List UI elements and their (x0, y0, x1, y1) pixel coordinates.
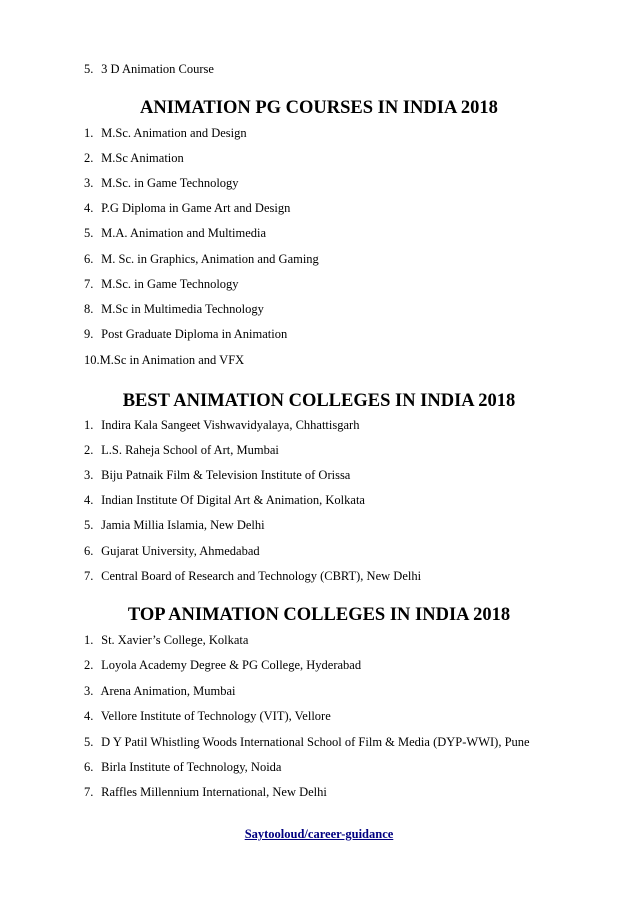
list-item (84, 735, 530, 749)
list-number: 1. (84, 126, 94, 140)
list-text: D Y Patil Whistling Woods International School of Film & Media (DYP-WWI), Pune (101, 735, 530, 749)
list-text: M.Sc in Multimedia Technology (101, 302, 264, 316)
list-number: 3. (84, 176, 94, 190)
list-item (84, 226, 266, 240)
list-item (84, 62, 214, 76)
list-text: Central Board of Research and Technology (CBRT), New Delhi (101, 569, 422, 583)
list-item (84, 658, 361, 672)
list-text: M.A. Animation and Multimedia (101, 226, 267, 240)
list-number: 9. (84, 327, 94, 341)
list-text: 3 D Animation Course (101, 62, 214, 76)
list-number: 1. (84, 633, 94, 647)
list-item (84, 302, 264, 316)
list-text: M.Sc Animation (101, 151, 184, 165)
list-text: Arena Animation, Mumbai (100, 684, 236, 698)
list-number: 7. (84, 569, 94, 583)
list-item (84, 327, 287, 341)
list-item (84, 468, 350, 482)
list-number: 7. (84, 785, 94, 799)
list-item (84, 176, 239, 190)
list-text: P.G Diploma in Game Art and Design (101, 201, 291, 215)
list-number: 2. (84, 658, 94, 672)
list-text: Gujarat University, Ahmedabad (101, 544, 260, 558)
list-text: Birla Institute of Technology, Noida (101, 760, 282, 774)
list-number: 3. (84, 468, 94, 482)
list-item (84, 493, 365, 507)
list-number: 5. (84, 735, 94, 749)
list-item (84, 418, 359, 432)
list-text: M.Sc. Animation and Design (101, 126, 247, 140)
list-number: 1. (84, 418, 94, 432)
list-item (84, 201, 290, 215)
list-text: Jamia Millia Islamia, New Delhi (101, 518, 265, 532)
list-number: 4. (84, 201, 94, 215)
list-text: M. Sc. in Graphics, Animation and Gaming (101, 252, 319, 266)
list-number: 8. (84, 302, 94, 316)
list-number: 5. (84, 226, 94, 240)
list-number: 4. (84, 709, 94, 723)
list-item (84, 544, 260, 558)
list-number: 6. (84, 252, 94, 266)
section-heading-best-colleges: BEST ANIMATION COLLEGES IN INDIA 2018 (122, 391, 516, 411)
list-text: Biju Patnaik Film & Television Institute of Orissa (101, 468, 351, 482)
list-number: 10. (84, 353, 100, 367)
list-item (84, 569, 421, 583)
list-number: 4. (84, 493, 94, 507)
list-item (84, 785, 327, 799)
list-text: Loyola Academy Degree & PG College, Hyderabad (101, 658, 362, 672)
list-text: Post Graduate Diploma in Animation (101, 327, 288, 341)
list-text: M.Sc. in Game Technology (101, 176, 239, 190)
list-number: 3. (84, 684, 94, 698)
list-item (84, 709, 331, 723)
list-item (84, 126, 247, 140)
section-heading-pg-courses: ANIMATION PG COURSES IN INDIA 2018 (140, 98, 498, 118)
list-text: Vellore Institute of Technology (VIT), Vellore (100, 709, 331, 723)
list-number: 2. (84, 151, 94, 165)
list-item (84, 151, 184, 165)
list-text: M.Sc in Animation and VFX (99, 353, 245, 367)
list-number: 5. (84, 518, 94, 532)
list-item (84, 277, 239, 291)
list-item (84, 760, 281, 774)
list-item (84, 633, 248, 647)
list-number: 6. (84, 544, 94, 558)
footer-link[interactable]: Saytooloud/career-guidance (244, 827, 394, 841)
list-number: 2. (84, 443, 94, 457)
section-heading-top-colleges: TOP ANIMATION COLLEGES IN INDIA 2018 (127, 605, 511, 625)
list-text: L.S. Raheja School of Art, Mumbai (101, 443, 279, 457)
list-text: M.Sc. in Game Technology (101, 277, 239, 291)
list-item (84, 252, 319, 266)
list-text: Raffles Millennium International, New Delhi (101, 785, 327, 799)
list-item (84, 443, 279, 457)
list-text: Indira Kala Sangeet Vishwavidyalaya, Chhattisgarh (101, 418, 360, 432)
list-item (84, 518, 265, 532)
list-text: Indian Institute Of Digital Art & Animation, Kolkata (101, 493, 365, 507)
list-number: 6. (84, 760, 94, 774)
list-number: 5. (84, 62, 94, 76)
list-item (84, 684, 235, 698)
list-number: 7. (84, 277, 94, 291)
list-item (84, 353, 244, 367)
list-text: St. Xavier’s College, Kolkata (101, 633, 249, 647)
